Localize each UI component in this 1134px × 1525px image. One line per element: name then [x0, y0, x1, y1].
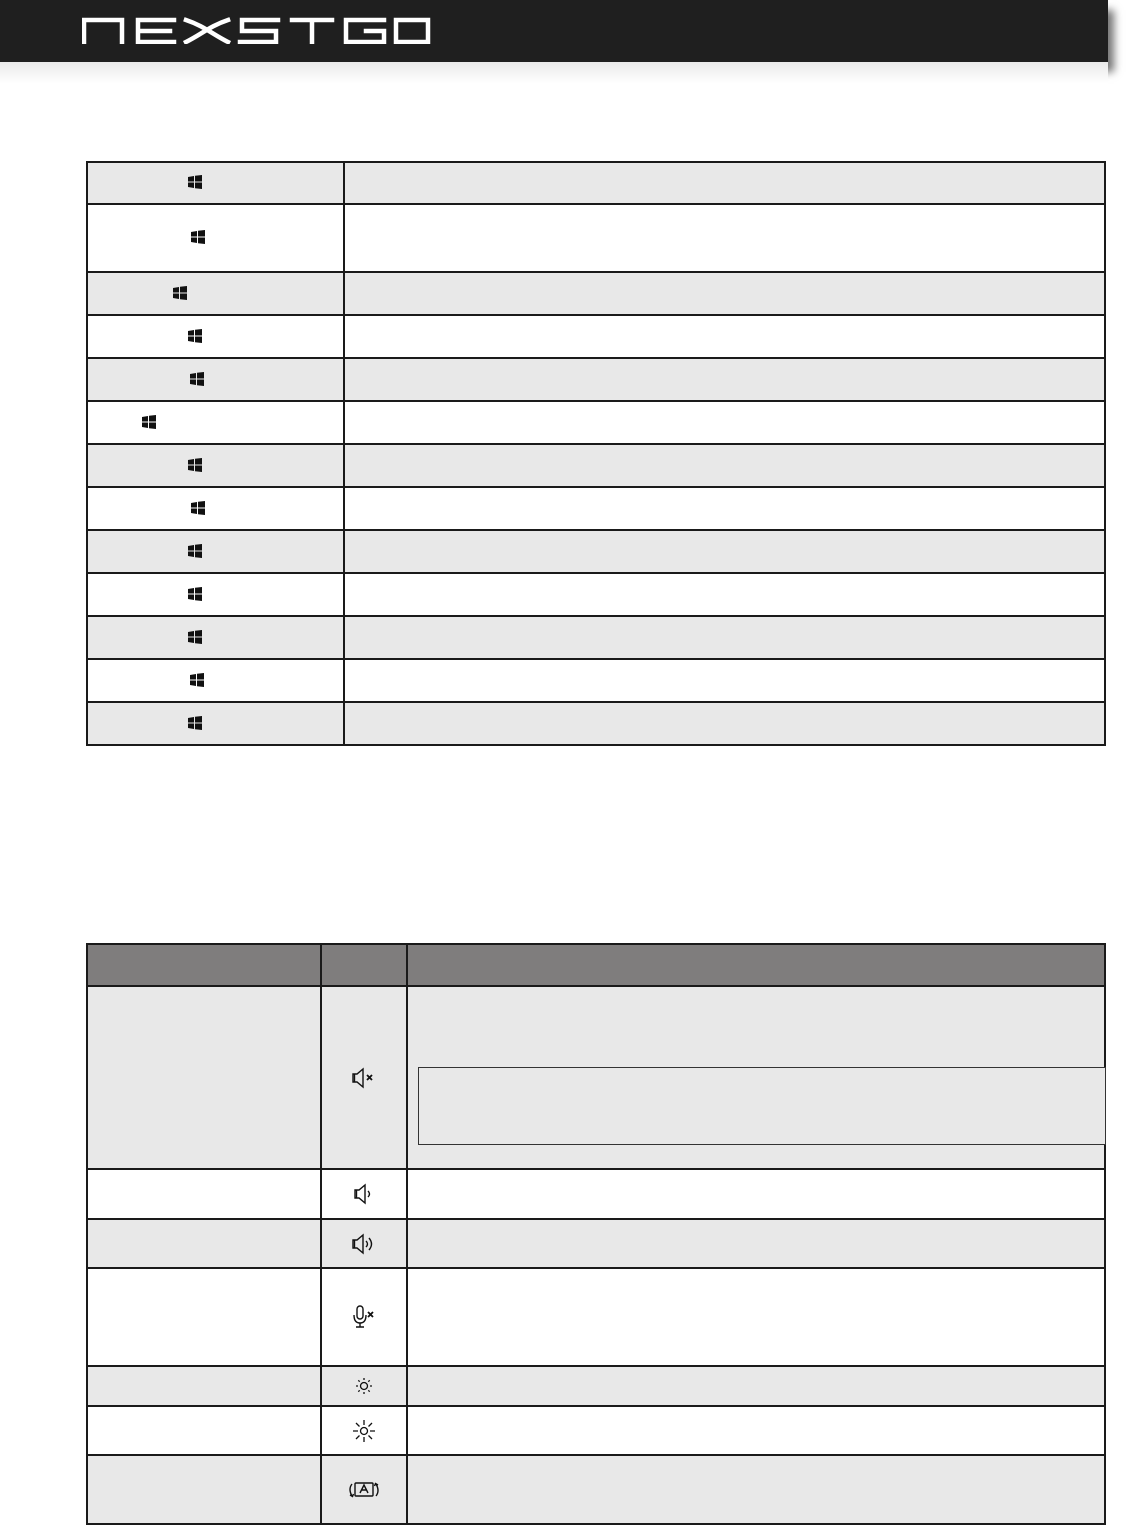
volume-down-icon	[352, 1183, 376, 1205]
shortcut-description-cell	[344, 573, 1105, 616]
note-box	[418, 1067, 1106, 1145]
shortcut-keys-cell	[87, 162, 344, 204]
shortcut-description-cell	[344, 272, 1105, 315]
shortcut-description-cell	[344, 702, 1105, 745]
windows-logo-icon	[188, 175, 202, 189]
function-key-description-cell	[407, 1406, 1105, 1455]
windows-logo-icon	[190, 673, 204, 687]
function-key-icon-cell	[321, 1219, 407, 1268]
shortcut-row	[87, 444, 1105, 487]
shortcut-row	[87, 530, 1105, 573]
function-key-icon-cell	[321, 1406, 407, 1455]
shortcut-keys-cell	[87, 204, 344, 272]
shortcut-row	[87, 659, 1105, 702]
function-key-name-cell	[87, 1455, 321, 1524]
shortcut-keys-cell	[87, 358, 344, 401]
function-key-name-cell	[87, 986, 321, 1169]
function-key-description-cell	[407, 1455, 1105, 1524]
function-key-description-cell	[407, 1219, 1105, 1268]
nexstgo-logo-mark	[82, 16, 432, 44]
windows-logo-icon	[188, 630, 202, 644]
brightness-up-icon	[352, 1419, 376, 1443]
shortcut-description-cell	[344, 530, 1105, 573]
shortcut-keys-cell	[87, 702, 344, 745]
shortcut-row	[87, 204, 1105, 272]
shortcut-description-cell	[344, 401, 1105, 444]
windows-logo-icon	[191, 230, 205, 244]
function-key-name-cell	[87, 1406, 321, 1455]
windows-logo-icon	[173, 286, 187, 300]
header-cell-2	[321, 944, 407, 986]
shortcut-keys-cell	[87, 315, 344, 358]
shortcut-row	[87, 162, 1105, 204]
shortcut-keys-cell	[87, 530, 344, 573]
shortcut-keys-cell	[87, 487, 344, 530]
shortcut-description-cell	[344, 659, 1105, 702]
function-key-row	[87, 1268, 1105, 1366]
shortcut-row	[87, 573, 1105, 616]
function-key-description-cell	[407, 1366, 1105, 1406]
function-key-name-cell	[87, 1219, 321, 1268]
function-key-description-cell	[407, 1268, 1105, 1366]
shortcut-keys-cell	[87, 444, 344, 487]
page-header	[0, 0, 1108, 62]
shortcut-row	[87, 487, 1105, 530]
function-key-icon-cell	[321, 1366, 407, 1406]
function-key-table	[86, 943, 1106, 1525]
shortcut-description-cell	[344, 315, 1105, 358]
function-key-name-cell	[87, 1366, 321, 1406]
shortcut-row	[87, 358, 1105, 401]
function-key-icon-cell	[321, 1268, 407, 1366]
shortcut-row	[87, 272, 1105, 315]
windows-logo-icon	[188, 716, 202, 730]
windows-logo-icon	[188, 544, 202, 558]
shortcut-keys-cell	[87, 401, 344, 444]
function-key-icon-cell	[321, 1169, 407, 1219]
windows-logo-icon	[188, 587, 202, 601]
windows-logo-icon	[142, 415, 156, 429]
shortcut-description-cell	[344, 162, 1105, 204]
function-key-description-cell	[407, 986, 1105, 1169]
function-key-description-cell	[407, 1169, 1105, 1219]
windows-logo-icon	[190, 372, 204, 386]
volume-up-icon	[351, 1233, 377, 1255]
shortcut-description-cell	[344, 487, 1105, 530]
shortcut-description-cell	[344, 616, 1105, 659]
function-key-name-cell	[87, 1268, 321, 1366]
windows-logo-icon	[188, 458, 202, 472]
function-key-name-cell	[87, 1169, 321, 1219]
function-key-icon-cell	[321, 1455, 407, 1524]
shortcut-keys-cell	[87, 616, 344, 659]
windows-logo-icon	[191, 501, 205, 515]
shortcut-description-cell	[344, 358, 1105, 401]
microphone-mute-icon	[351, 1304, 377, 1330]
windows-logo-icon	[188, 329, 202, 343]
header-fade	[0, 62, 1108, 84]
shortcut-row	[87, 315, 1105, 358]
header-cell-3	[407, 944, 1105, 986]
shortcut-row	[87, 401, 1105, 444]
shortcut-keys-cell	[87, 573, 344, 616]
nexstgo-logo	[82, 16, 432, 44]
shortcut-description-cell	[344, 204, 1105, 272]
shortcut-keys-cell	[87, 272, 344, 315]
function-key-icon-cell	[321, 986, 407, 1169]
header-cell-1	[87, 944, 321, 986]
shortcut-description-cell	[344, 444, 1105, 487]
function-table-header	[87, 944, 1105, 986]
shortcut-keys-cell	[87, 659, 344, 702]
shortcut-row	[87, 616, 1105, 659]
function-key-row	[87, 1219, 1105, 1268]
shortcut-row	[87, 702, 1105, 745]
function-key-row	[87, 1406, 1105, 1455]
function-key-row	[87, 1169, 1105, 1219]
speaker-mute-icon	[351, 1067, 377, 1089]
function-key-row	[87, 1366, 1105, 1406]
windows-shortcut-table	[86, 161, 1106, 746]
brightness-down-icon	[354, 1376, 374, 1396]
function-key-row	[87, 986, 1105, 1169]
function-key-row	[87, 1455, 1105, 1524]
auto-rotate-icon	[345, 1479, 383, 1501]
